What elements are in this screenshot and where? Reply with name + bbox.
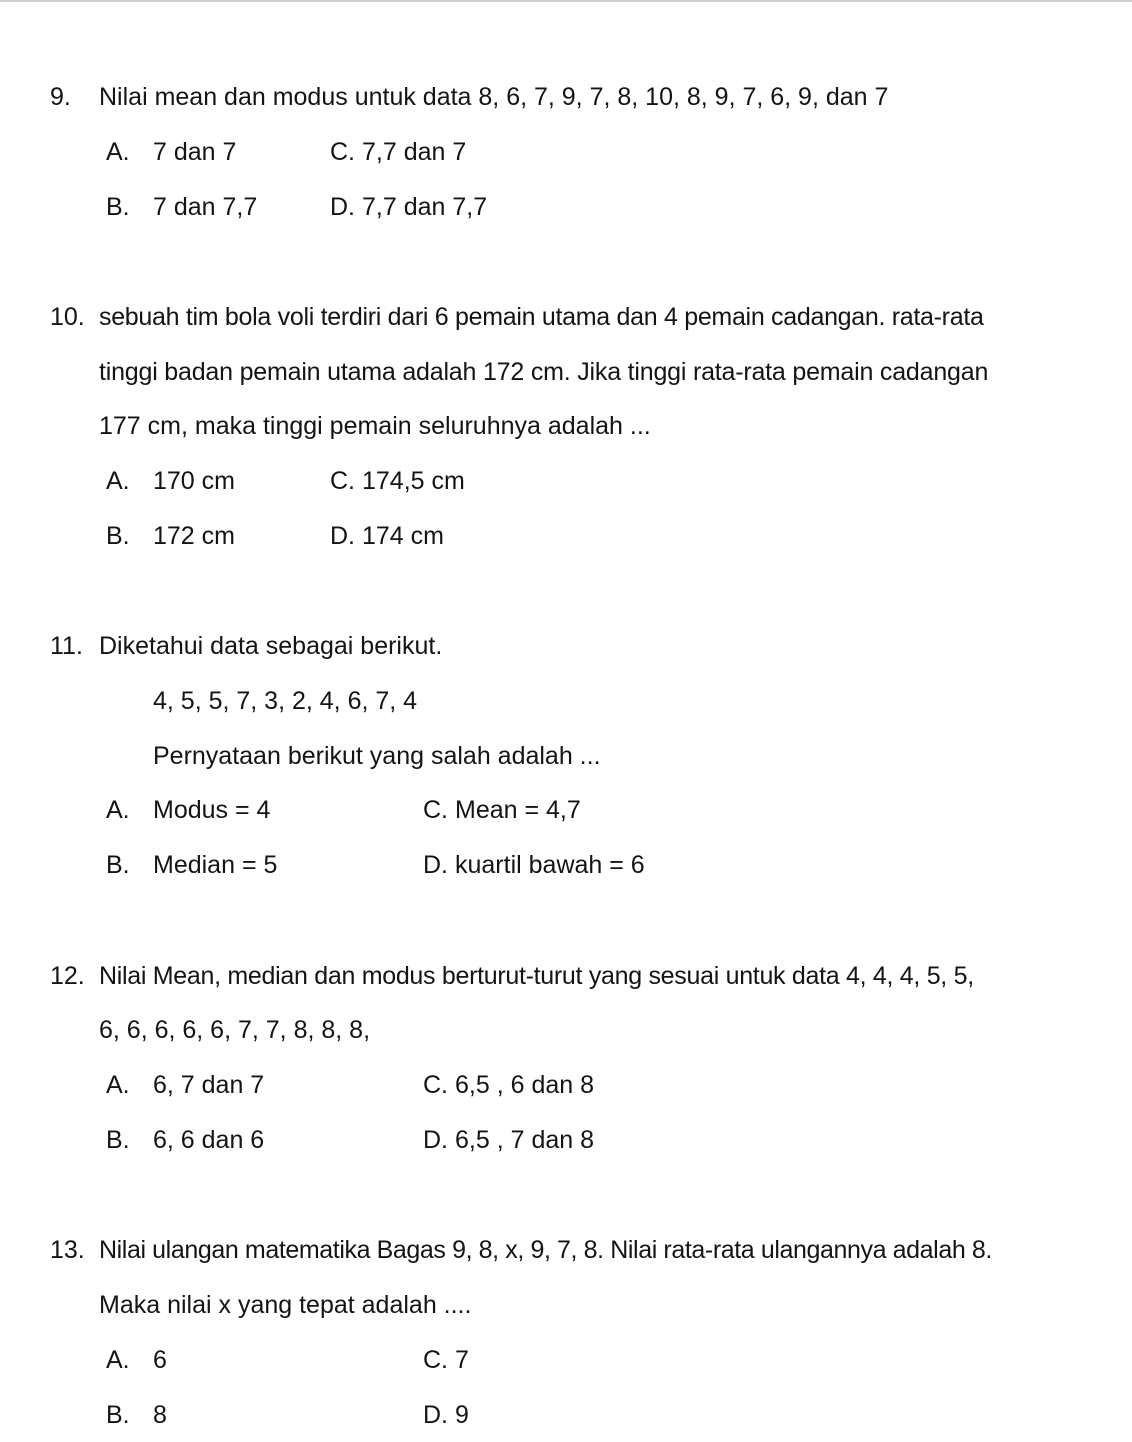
option-d: kuartil bawah = 6 bbox=[455, 851, 645, 879]
option-letter-d: D. bbox=[423, 1126, 448, 1154]
option-b: 172 cm bbox=[153, 522, 235, 550]
option-c: 6,5 , 6 dan 8 bbox=[455, 1071, 595, 1099]
option-letter-a: A. bbox=[106, 1071, 130, 1099]
option-a: 170 cm bbox=[153, 467, 235, 495]
option-letter-b: B. bbox=[106, 851, 130, 879]
option-letter-d: D. bbox=[423, 851, 448, 879]
option-letter-c: C. bbox=[330, 467, 355, 495]
option-letter-c: C. bbox=[423, 1346, 448, 1374]
option-d: 9 bbox=[455, 1401, 469, 1429]
option-letter-a: A. bbox=[106, 1346, 130, 1374]
option-d: 6,5 , 7 dan 8 bbox=[455, 1126, 595, 1154]
question-text-line-1: Nilai Mean, median dan modus berturut-turut yang sesuai untuk data 4, 4, 4, 5, 5, bbox=[99, 962, 974, 990]
option-letter-a: A. bbox=[106, 796, 130, 824]
option-b: 8 bbox=[153, 1401, 167, 1429]
top-rule bbox=[0, 0, 1132, 2]
option-c: 174,5 cm bbox=[362, 467, 465, 495]
question-number: 13. bbox=[50, 1236, 85, 1264]
question-text-line-2: Maka nilai x yang tepat adalah .... bbox=[99, 1291, 472, 1319]
option-letter-b: B. bbox=[106, 1126, 130, 1154]
option-letter-d: D. bbox=[330, 522, 355, 550]
option-letter-c: C. bbox=[330, 138, 355, 166]
option-b: 6, 6 dan 6 bbox=[153, 1126, 265, 1154]
option-b: Median = 5 bbox=[153, 851, 278, 879]
option-a: Modus = 4 bbox=[153, 796, 271, 824]
option-a: 6, 7 dan 7 bbox=[153, 1071, 265, 1099]
option-b: 7 dan 7,7 bbox=[153, 193, 258, 221]
option-letter-b: B. bbox=[106, 193, 130, 221]
option-a: 6 bbox=[153, 1346, 167, 1374]
option-letter-b: B. bbox=[106, 1401, 130, 1429]
option-a: 7 dan 7 bbox=[153, 138, 237, 166]
question-number: 9. bbox=[50, 83, 71, 111]
question-text-line-1: Nilai ulangan matematika Bagas 9, 8, x, 9, 7, 8. Nilai rata-rata ulangannya adalah 8. bbox=[99, 1236, 992, 1264]
option-d: 7,7 dan 7,7 bbox=[362, 193, 488, 221]
question-number: 10. bbox=[50, 303, 85, 331]
question-text: Nilai mean dan modus untuk data 8, 6, 7, 9, 7, 8, 10, 8, 9, 7, 6, 9, dan 7 bbox=[99, 83, 889, 111]
data-list: 4, 5, 5, 7, 3, 2, 4, 6, 7, 4 bbox=[153, 687, 418, 715]
question-number: 12. bbox=[50, 962, 85, 990]
option-c: 7,7 dan 7 bbox=[362, 138, 467, 166]
option-letter-c: C. bbox=[423, 796, 448, 824]
question-text: Diketahui data sebagai berikut. bbox=[99, 632, 443, 660]
question-text-line-3: 177 cm, maka tinggi pemain seluruhnya adalah ... bbox=[99, 412, 651, 440]
option-c: 7 bbox=[455, 1346, 469, 1374]
option-letter-a: A. bbox=[106, 138, 130, 166]
option-letter-d: D. bbox=[423, 1401, 448, 1429]
question-text-line-1: sebuah tim bola voli terdiri dari 6 pemain utama dan 4 pemain cadangan. rata-rata bbox=[99, 303, 984, 331]
option-d: 174 cm bbox=[362, 522, 444, 550]
question-number: 11. bbox=[50, 632, 83, 660]
question-prompt: Pernyataan berikut yang salah adalah ... bbox=[153, 742, 601, 770]
option-letter-c: C. bbox=[423, 1071, 448, 1099]
option-c: Mean = 4,7 bbox=[455, 796, 581, 824]
question-text-line-2: 6, 6, 6, 6, 6, 7, 7, 8, 8, 8, bbox=[99, 1016, 371, 1044]
option-letter-d: D. bbox=[330, 193, 355, 221]
question-text-line-2: tinggi badan pemain utama adalah 172 cm. Jika tinggi rata-rata pemain cadangan bbox=[99, 358, 989, 386]
option-letter-b: B. bbox=[106, 522, 130, 550]
option-letter-a: A. bbox=[106, 467, 130, 495]
